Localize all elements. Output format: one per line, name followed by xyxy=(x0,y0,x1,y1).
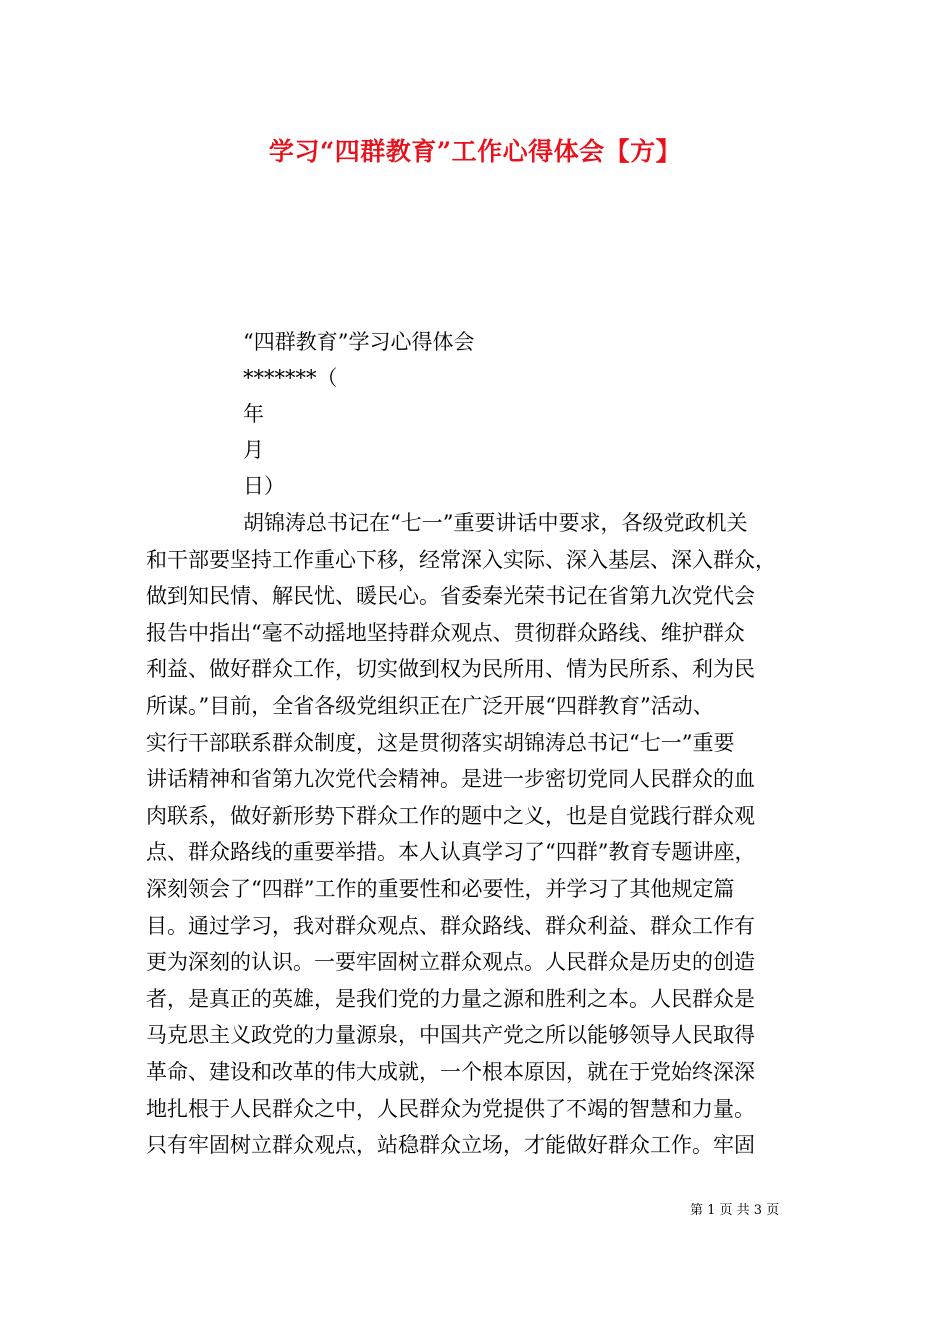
body-line: 者，是真正的英雄，是我们党的力量之源和胜利之本。人民群众是 xyxy=(146,986,755,1011)
article-subtitle: “四群教育”学习心得体会 xyxy=(243,330,475,354)
body-line: 点、群众路线的重要举措。本人认真学习了“四群”教育专题讲座， xyxy=(146,840,756,865)
body-line: 更为深刻的认识。一要牢固树立群众观点。人民群众是历史的创造 xyxy=(146,950,755,975)
date-day: 日） xyxy=(243,474,285,498)
author-line: *******（ xyxy=(243,366,338,390)
body-line: 目。通过学习，我对群众观点、群众路线、群众利益、群众工作有 xyxy=(146,913,755,938)
body-line: 胡锦涛总书记在“七一”重要讲话中要求，各级党政机关 xyxy=(243,511,748,535)
page-title: 学习“四群教育”工作心得体会【方】 xyxy=(268,137,682,166)
body-line: 讲话精神和省第九次党代会精神。是进一步密切党同人民群众的血 xyxy=(146,767,755,792)
date-year: 年 xyxy=(243,402,264,426)
body-line: 做到知民情、解民忧、暖民心。省委秦光荣书记在省第九次党代会 xyxy=(146,584,755,609)
body-line: 报告中指出“毫不动摇地坚持群众观点、贯彻群众路线、维护群众 xyxy=(146,620,745,645)
body-line: 革命、建设和改革的伟大成就，一个根本原因，就在于党始终深深 xyxy=(146,1059,755,1084)
date-month: 月 xyxy=(243,438,264,462)
body-paragraph xyxy=(146,505,811,1164)
body-line: 只有牢固树立群众观点，站稳群众立场，才能做好群众工作。牢固 xyxy=(146,1133,755,1158)
body-line: 所谋。”目前，全省各级党组织正在广泛开展“四群教育”活动、 xyxy=(146,693,714,718)
body-line: 深刻领会了“四群”工作的重要性和必要性，并学习了其他规定篇 xyxy=(146,876,735,901)
body-line: 地扎根于人民群众之中，人民群众为党提供了不竭的智慧和力量。 xyxy=(146,1096,755,1121)
article-header xyxy=(243,324,474,504)
page-footer: 第 1 页 共 3 页 xyxy=(690,1203,780,1218)
body-line: 利益、做好群众工作，切实做到权为民所用、情为民所系、利为民 xyxy=(146,657,755,682)
body-line: 马克思主义政党的力量源泉，中国共产党之所以能够领导人民取得 xyxy=(146,1023,755,1048)
body-line: 肉联系，做好新形势下群众工作的题中之义，也是自觉践行群众观 xyxy=(146,803,755,828)
body-line: 实行干部联系群众制度，这是贯彻落实胡锦涛总书记“七一”重要 xyxy=(146,730,735,755)
body-line: 和干部要坚持工作重心下移，经常深入实际、深入基层、深入群众， xyxy=(146,547,776,572)
